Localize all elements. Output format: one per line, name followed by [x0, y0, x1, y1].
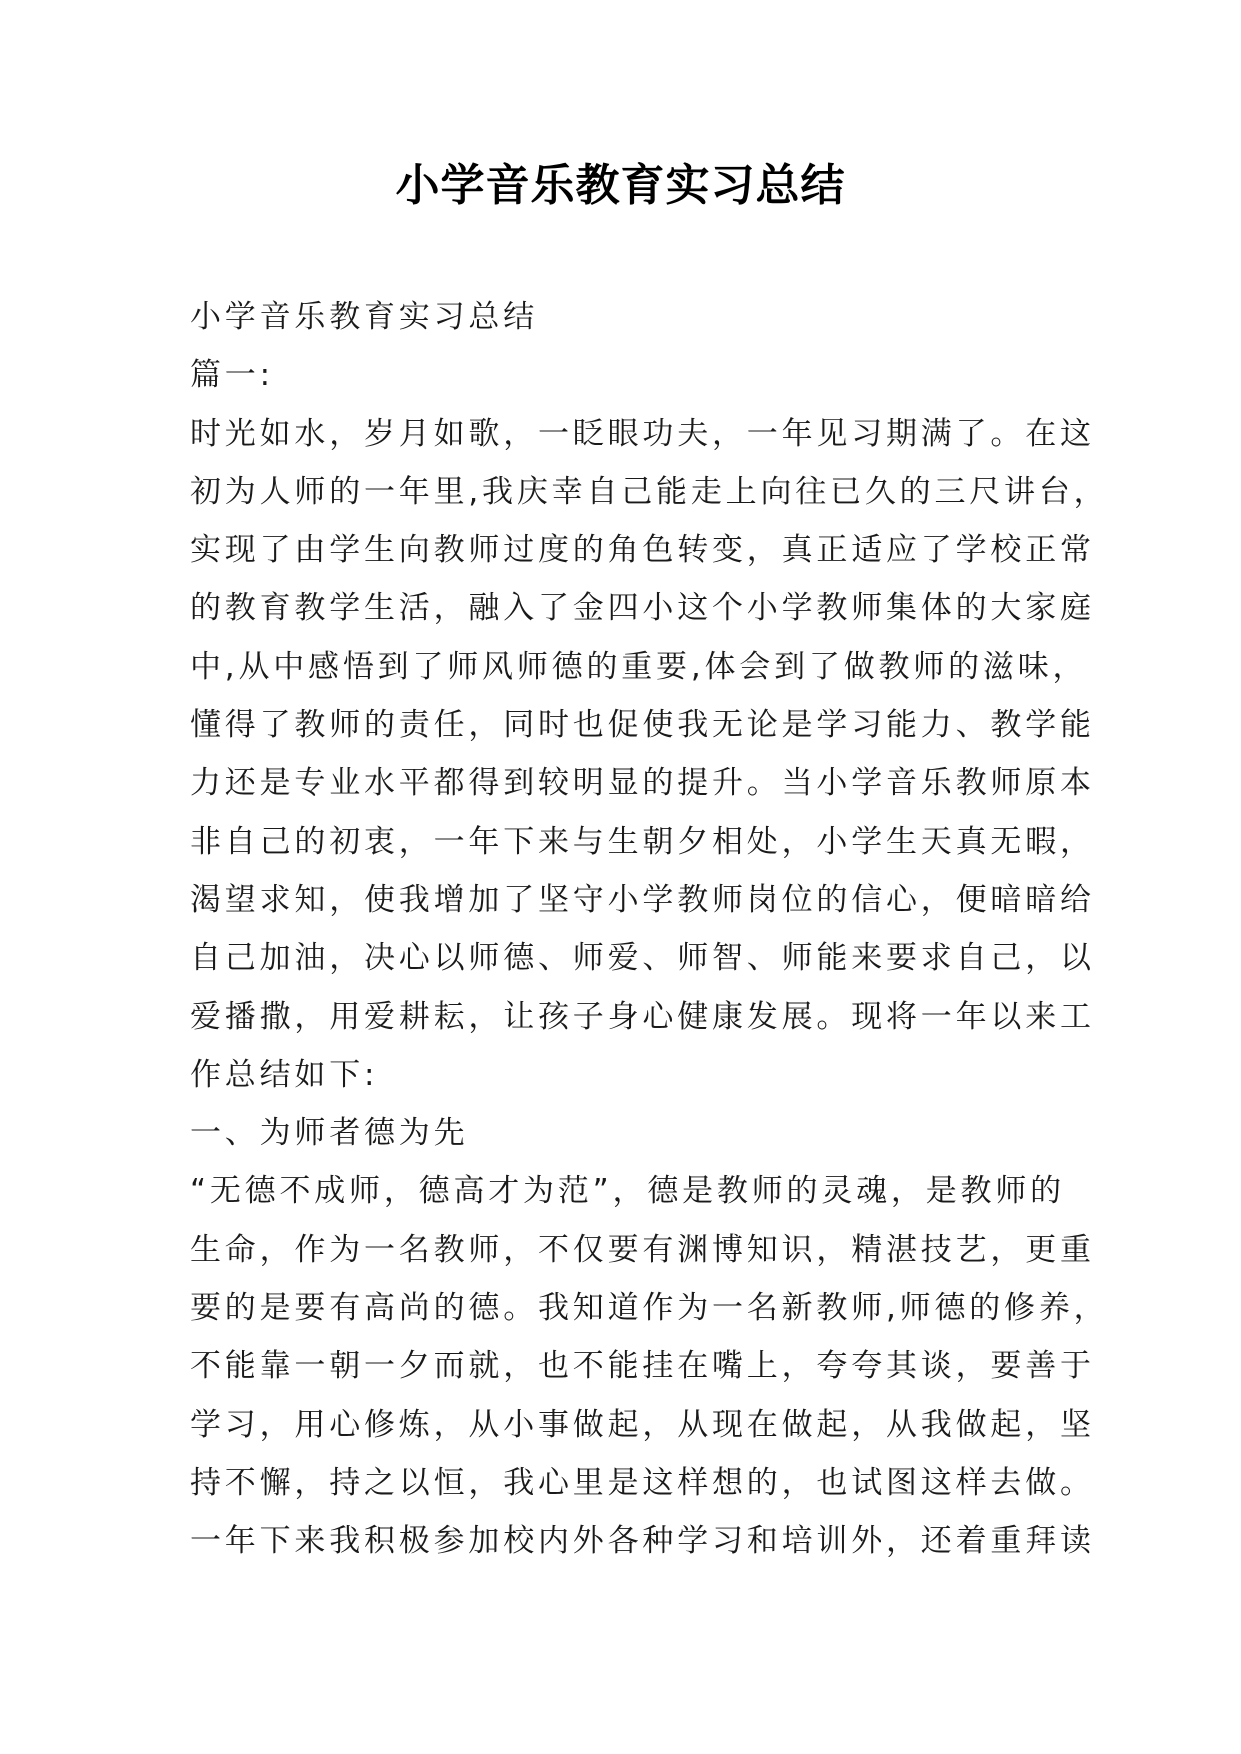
- body-line: 初为人师的一年里,我庆幸自己能走上向往已久的三尺讲台，: [190, 473, 1109, 510]
- body-line: 实现了由学生向教师过度的角色转变，真正适应了学校正常: [190, 532, 1095, 569]
- body-line: 持不懈，持之以恒，我心里是这样想的，也试图这样去做。: [190, 1464, 1095, 1501]
- body-line: 一年下来我积极参加校内外各种学习和培训外，还着重拜读: [190, 1523, 1095, 1560]
- body-line: 生命，作为一名教师，不仅要有渊博知识，精湛技艺，更重: [190, 1231, 1095, 1268]
- body-line: 学习，用心修炼，从小事做起，从现在做起，从我做起，坚: [190, 1406, 1095, 1443]
- body-line: 不能靠一朝一夕而就，也不能挂在嘴上，夸夸其谈，要善于: [190, 1348, 1095, 1385]
- document-title: 小学音乐教育实习总结: [395, 160, 846, 211]
- subtitle-line: 小学音乐教育实习总结: [190, 299, 538, 335]
- body-line: 作总结如下:: [190, 1056, 379, 1093]
- body-line: 懂得了教师的责任，同时也促使我无论是学习能力、教学能: [190, 707, 1095, 744]
- body-line: 渴望求知，使我增加了坚守小学教师岗位的信心，便暗暗给: [190, 881, 1095, 918]
- body-line: 的教育教学生活，融入了金四小这个小学教师集体的大家庭: [190, 590, 1095, 627]
- section-label-line: 篇一:: [190, 357, 274, 394]
- body-line: 非自己的初衷，一年下来与生朝夕相处，小学生天真无暇，: [190, 823, 1095, 860]
- body-line: 中,从中感悟到了师风师德的重要,体会到了做教师的滋味，: [190, 648, 1088, 685]
- body-line: 时光如水，岁月如歌，一眨眼功夫，一年见习期满了。在这: [190, 415, 1095, 452]
- body-line: 力还是专业水平都得到较明显的提升。当小学音乐教师原本: [190, 765, 1095, 802]
- body-line: 自己加油，决心以师德、师爱、师智、师能来要求自己，以: [190, 940, 1095, 977]
- body-line: 爱播撒，用爱耕耘，让孩子身心健康发展。现将一年以来工: [190, 998, 1095, 1035]
- document-body: [190, 288, 1109, 1571]
- body-line: 要的是要有高尚的德。我知道作为一名新教师,师德的修养，: [190, 1290, 1109, 1327]
- section-heading-line: 一、为师者德为先: [190, 1115, 469, 1152]
- body-line: “无德不成师，德高才为范”，德是教师的灵魂，是教师的: [190, 1173, 1065, 1210]
